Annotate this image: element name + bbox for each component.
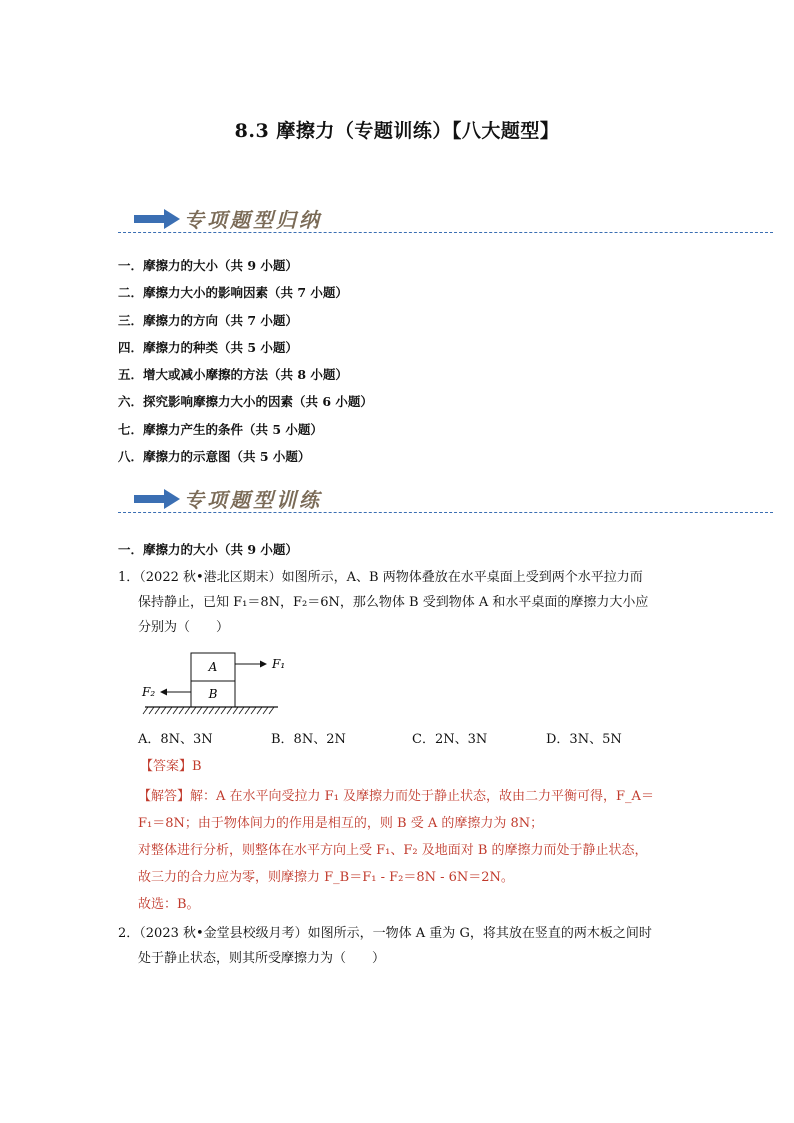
answer-value: B — [192, 759, 202, 774]
option-c: C．2N、3N — [412, 732, 488, 747]
label-f1: F₁ — [272, 657, 286, 671]
question-2 — [118, 921, 652, 971]
topic-item: 三．摩擦力的方向（共 7 小题） — [118, 312, 298, 328]
banner-text: 专项题型归纳 — [184, 208, 322, 232]
dashed-divider — [118, 512, 773, 513]
question-1 — [118, 565, 648, 640]
label-a: A — [208, 660, 218, 674]
label-b: B — [208, 687, 218, 701]
analysis-line: 解：A 在水平向受拉力 F₁ 及摩擦力而处于静止状态，故由二力平衡可得，F_A＝ — [190, 789, 654, 804]
topic-item: 二．摩擦力大小的影响因素（共 7 小题） — [118, 285, 348, 301]
question-text: 分别为（ ） — [138, 620, 230, 635]
analysis-line: 对整体进行分析，则整体在水平方向上受 F₁、F₂ 及地面对 B 的摩擦力而处于静止状态， — [138, 843, 648, 858]
dashed-divider — [118, 232, 773, 233]
question-text: 处于静止状态，则其所受摩擦力为（ ） — [138, 951, 386, 966]
label-f2: F₂ — [142, 685, 156, 699]
analysis-line: 故三力的合力应为零，则摩擦力 F_B＝F₁ - F₂＝8N - 6N＝2N。 — [138, 870, 514, 885]
arrow-right-icon — [134, 488, 180, 510]
option-a: A．8N、3N — [138, 732, 213, 747]
banner-text: 专项题型训练 — [184, 488, 322, 512]
answer-options — [138, 728, 738, 750]
analysis-block — [138, 783, 654, 918]
arrow-right-icon — [134, 208, 180, 230]
answer-line — [140, 755, 202, 774]
option-b: B．8N、2N — [271, 732, 346, 747]
topic-item: 一．摩擦力的大小（共 9 小题） — [118, 258, 298, 273]
analysis-tag: 【解答】 — [138, 789, 191, 804]
topic-list — [118, 252, 373, 470]
topic-item: 五．增大或减小摩擦的方法（共 8 小题） — [118, 367, 348, 383]
topic-item: 八．摩擦力的示意图（共 5 小题） — [118, 449, 311, 465]
topic-item: 六．探究影响摩擦力大小的因素（共 6 小题） — [118, 394, 373, 410]
question-text: 1．（2022 秋•港北区期末）如图所示，A、B 两物体叠放在水平桌面上受到两个水平拉力而 — [118, 570, 643, 585]
force-diagram — [140, 648, 290, 720]
topic-item: 四．摩擦力的种类（共 5 小题） — [118, 339, 298, 355]
answer-tag: 【答案】 — [140, 759, 193, 774]
ground-hatch — [143, 707, 274, 714]
option-d: D．3N、5N — [546, 732, 622, 747]
topic-item: 七．摩擦力产生的条件（共 5 小题） — [118, 421, 323, 437]
section-heading: 一．摩擦力的大小（共 9 小题） — [118, 542, 298, 557]
section-banner-training — [118, 482, 773, 516]
page-title: 8.3 摩擦力（专题训练）【八大题型】 — [234, 120, 560, 142]
section-banner-summary — [118, 202, 773, 236]
question-text: 2．（2023 秋•金堂县校级月考）如图所示，一物体 A 重为 G，将其放在竖直的两木板之间时 — [118, 926, 652, 941]
analysis-line: 故选：B。 — [138, 897, 200, 912]
question-text: 保持静止，已知 F₁＝8N，F₂＝6N，那么物体 B 受到物体 A 和水平桌面的摩擦力大小应 — [138, 595, 649, 610]
analysis-line: F₁＝8N；由于物体间力的作用是相互的，则 B 受 A 的摩擦力为 8N； — [138, 816, 544, 831]
